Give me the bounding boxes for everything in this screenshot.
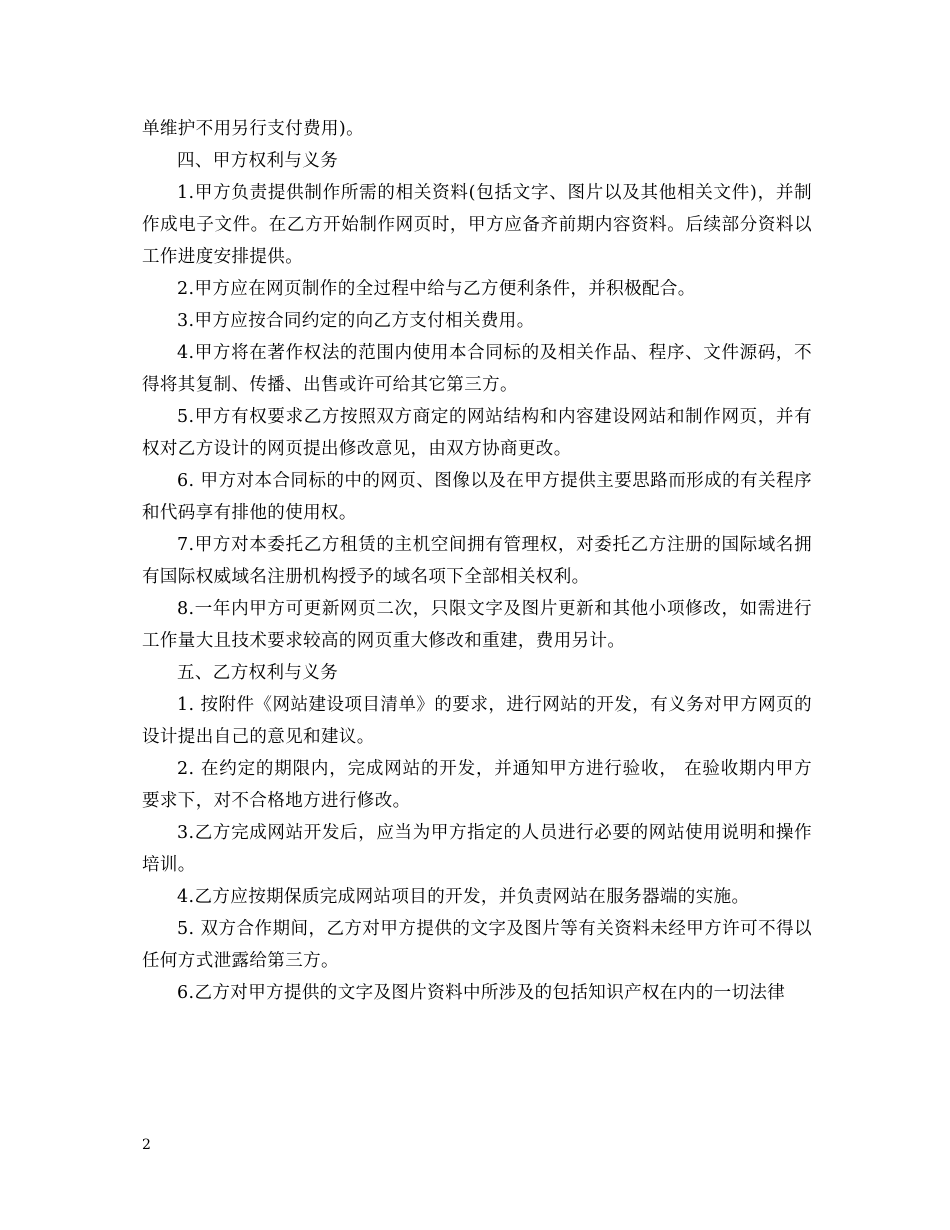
party-a-clause-3: 3.甲方应按合同约定的向乙方支付相关费用。 (177, 311, 535, 331)
party-a-clause-7: 7.甲方对本委托乙方租赁的主机空间拥有管理权，对委托乙方注册的国际域名拥有国际权威域名注册机构授予的域名项下全部相关权利。 (142, 535, 812, 587)
section-heading-party-a: 四、甲方权利与义务 (177, 151, 339, 171)
party-a-clause-1: 1.甲方负责提供制作所需的相关资料(包括文字、图片以及其他相关文件)，并制作成电子文件。在乙方开始制作网页时，甲方应备齐前期内容资料。后续部分资料以工作进度安排提供。 (142, 183, 812, 267)
party-a-clause-2: 2.甲方应在网页制作的全过程中给与乙方便利条件，并积极配合。 (177, 279, 696, 299)
section-heading-party-b: 五、乙方权利与义务 (177, 663, 339, 683)
party-b-clause-6: 6.乙方对甲方提供的文字及图片资料中所涉及的包括知识产权在内的一切法律 (177, 983, 786, 1003)
party-b-clause-1: 1. 按附件《网站建设项目清单》的要求，进行网站的开发，有义务对甲方网页的设计提出自己的意见和建议。 (142, 695, 812, 747)
party-b-clause-3: 3.乙方完成网站开发后，应当为甲方指定的人员进行必要的网站使用说明和操作培训。 (142, 823, 812, 875)
party-b-clause-4: 4.乙方应按期保质完成网站项目的开发，并负责网站在服务器端的实施。 (177, 887, 750, 907)
party-a-clause-8: 8.一年内甲方可更新网页二次，只限文字及图片更新和其他小项修改，如需进行工作量大且技术要求较高的网页重大修改和重建，费用另计。 (142, 599, 812, 651)
party-b-clause-5: 5. 双方合作期间，乙方对甲方提供的文字及图片等有关资料未经甲方许可不得以任何方式泄露给第三方。 (142, 919, 812, 971)
page-number: 2 (142, 1137, 151, 1153)
document-body (142, 113, 812, 1009)
party-a-clause-5: 5.甲方有权要求乙方按照双方商定的网站结构和内容建设网站和制作网页，并有权对乙方设计的网页提出修改意见，由双方协商更改。 (142, 407, 812, 459)
paragraph-continuation: 单维护不用另行支付费用)。 (142, 119, 365, 139)
party-a-clause-6: 6. 甲方对本合同标的中的网页、图像以及在甲方提供主要思路而形成的有关程序和代码享有排他的使用权。 (142, 471, 812, 523)
party-b-clause-2: 2. 在约定的期限内，完成网站的开发，并通知甲方进行验收， 在验收期内甲方要求下，对不合格地方进行修改。 (142, 759, 812, 811)
party-a-clause-4: 4.甲方将在著作权法的范围内使用本合同标的及相关作品、程序、文件源码，不得将其复制、传播、出售或许可给其它第三方。 (142, 343, 812, 395)
